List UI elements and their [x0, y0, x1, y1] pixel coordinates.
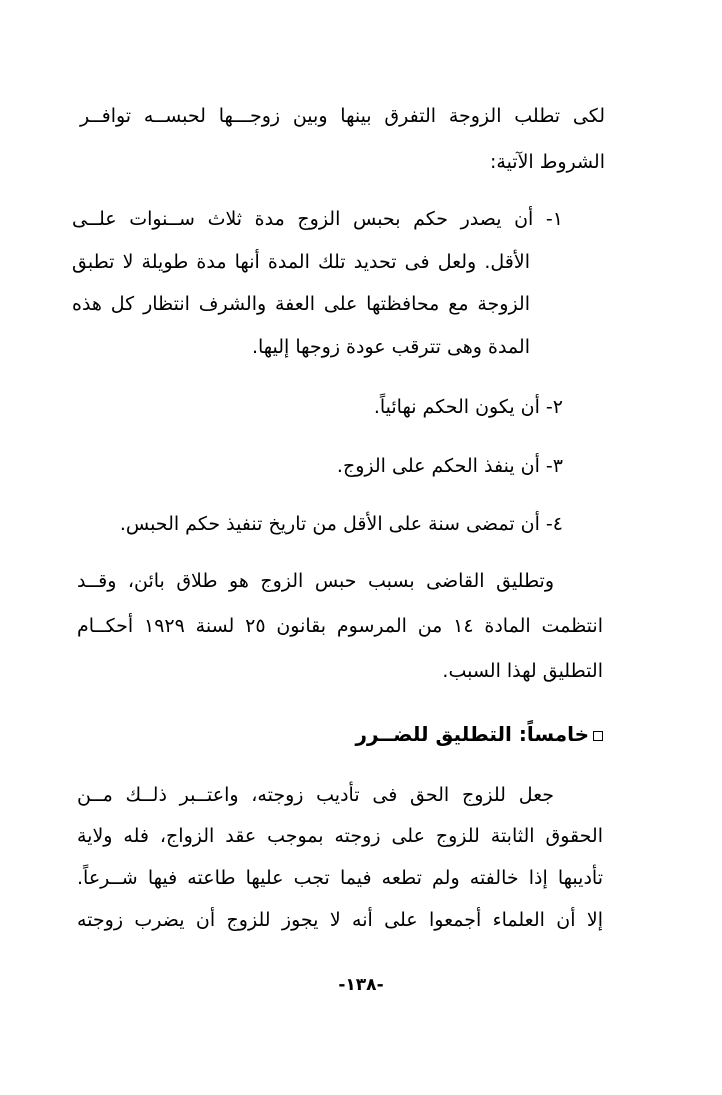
condition-1-line-1: ١- أن يصدر حكم بحبس الزوج مدة ثلاث ســنوات علــى: [72, 208, 563, 230]
condition-4: ٤- أن تمضى سنة على الأقل من تاريخ تنفيذ حكم الحبس.: [119, 513, 563, 535]
condition-3: ٣- أن ينفذ الحكم على الزوج.: [336, 455, 563, 477]
intro-line-1: لكى تطلب الزوجة التفرق بينها وبين زوجـــها لحبســه توافــر: [80, 105, 605, 127]
condition-1-line-2: الأقل. ولعل فى تحديد تلك المدة أنها مدة طويلة لا تطبق: [72, 251, 530, 273]
section-heading-text: خامساً: التطليق للضــرر: [355, 722, 589, 746]
paragraph-1-line-3: التطليق لهذا السبب.: [442, 660, 603, 682]
paragraph-2-line-3: تأديبها إذا خالفته ولم تطعه فيما تجب عليها طاعته فيها شــرعاً.: [77, 867, 603, 889]
paragraph-2-line-4: إلا أن العلماء أجمعوا على أنه لا يجوز للزوج أن يضرب زوجته: [77, 909, 603, 931]
page-number: -١٣٨-: [338, 975, 384, 995]
square-bullet-icon: [593, 731, 603, 741]
paragraph-1-line-1: وتطليق القاضى بسبب حبس الزوج هو طلاق بائن، وقــد: [77, 570, 554, 592]
intro-line-2: الشروط الآتية:: [489, 151, 605, 173]
paragraph-2-line-1: جعل للزوج الحق فى تأديب زوجته، واعتــبر ذلــك مــن: [77, 784, 554, 806]
condition-1-line-3: الزوجة مع محافظتها على العفة والشرف انتظار كل هذه: [72, 293, 530, 315]
paragraph-2-line-2: الحقوق الثابتة للزوج على زوجته بموجب عقد الزواج، فله ولاية: [77, 825, 603, 847]
condition-2: ٢- أن يكون الحكم نهائياً.: [373, 396, 563, 418]
section-heading: [356, 720, 603, 748]
condition-1-line-4: المدة وهى تترقب عودة زوجها إليها.: [251, 336, 530, 358]
paragraph-1-line-2: انتظمت المادة ١٤ من المرسوم بقانون ٢٥ لسنة ١٩٢٩ أحكــام: [77, 615, 603, 637]
